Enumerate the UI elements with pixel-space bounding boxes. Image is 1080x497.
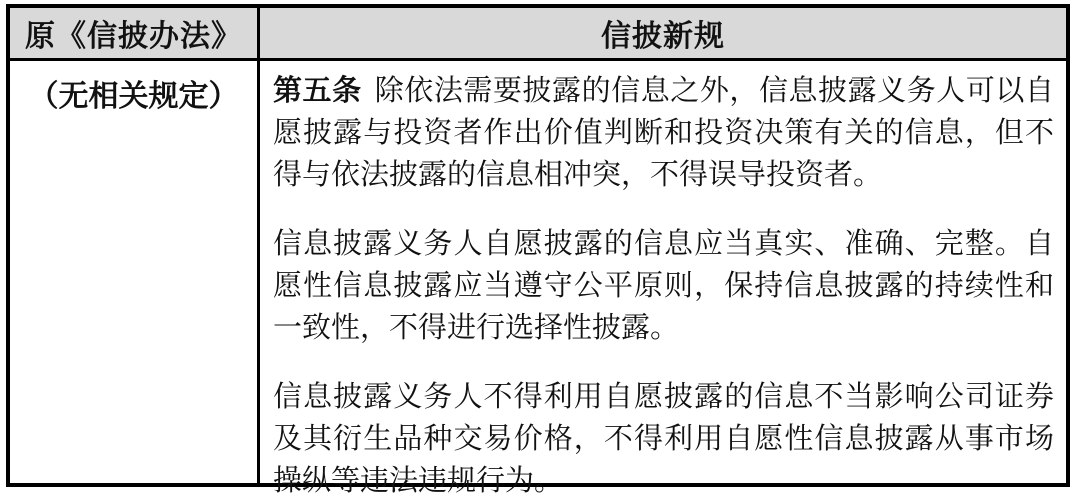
cell-new-rules — [260, 61, 1066, 497]
comparison-table — [6, 4, 1070, 497]
paragraph-1-text: 除依法需要披露的信息之外，信息披露义务人可以自愿披露与投资者作出价值判断和投资决策有关的信息，但不得与依法披露的信息相冲突，不得误导投资者。 — [273, 75, 1054, 191]
cell-old-rules — [10, 61, 260, 483]
paragraph-2-text: 信息披露义务人自愿披露的信息应当真实、准确、完整。自愿性信息披露应当遵守公平原则，保持信息披露的持续性和一致性，不得进行选择性披露。 — [273, 228, 1054, 344]
table-body-row — [10, 61, 1066, 497]
header-cell-new-rules — [260, 8, 1066, 58]
article-paragraph-1 — [273, 70, 1054, 196]
article-number: 第五条 — [273, 75, 362, 107]
article-paragraph-2 — [273, 223, 1054, 349]
header-label-old-rules: 原《信披办法》 — [25, 20, 242, 53]
table-header-row — [10, 8, 1066, 61]
header-cell-old-rules — [10, 8, 260, 58]
header-label-new-rules: 信披新规 — [601, 20, 725, 53]
article-paragraph-3 — [273, 376, 1054, 497]
paragraph-3-text: 信息披露义务人不得利用自愿披露的信息不当影响公司证券及其衍生品种交易价格，不得利用自愿性信息披露从事市场操纵等违法违规行为。 — [273, 381, 1054, 497]
old-rules-note: （无相关规定） — [28, 80, 239, 113]
